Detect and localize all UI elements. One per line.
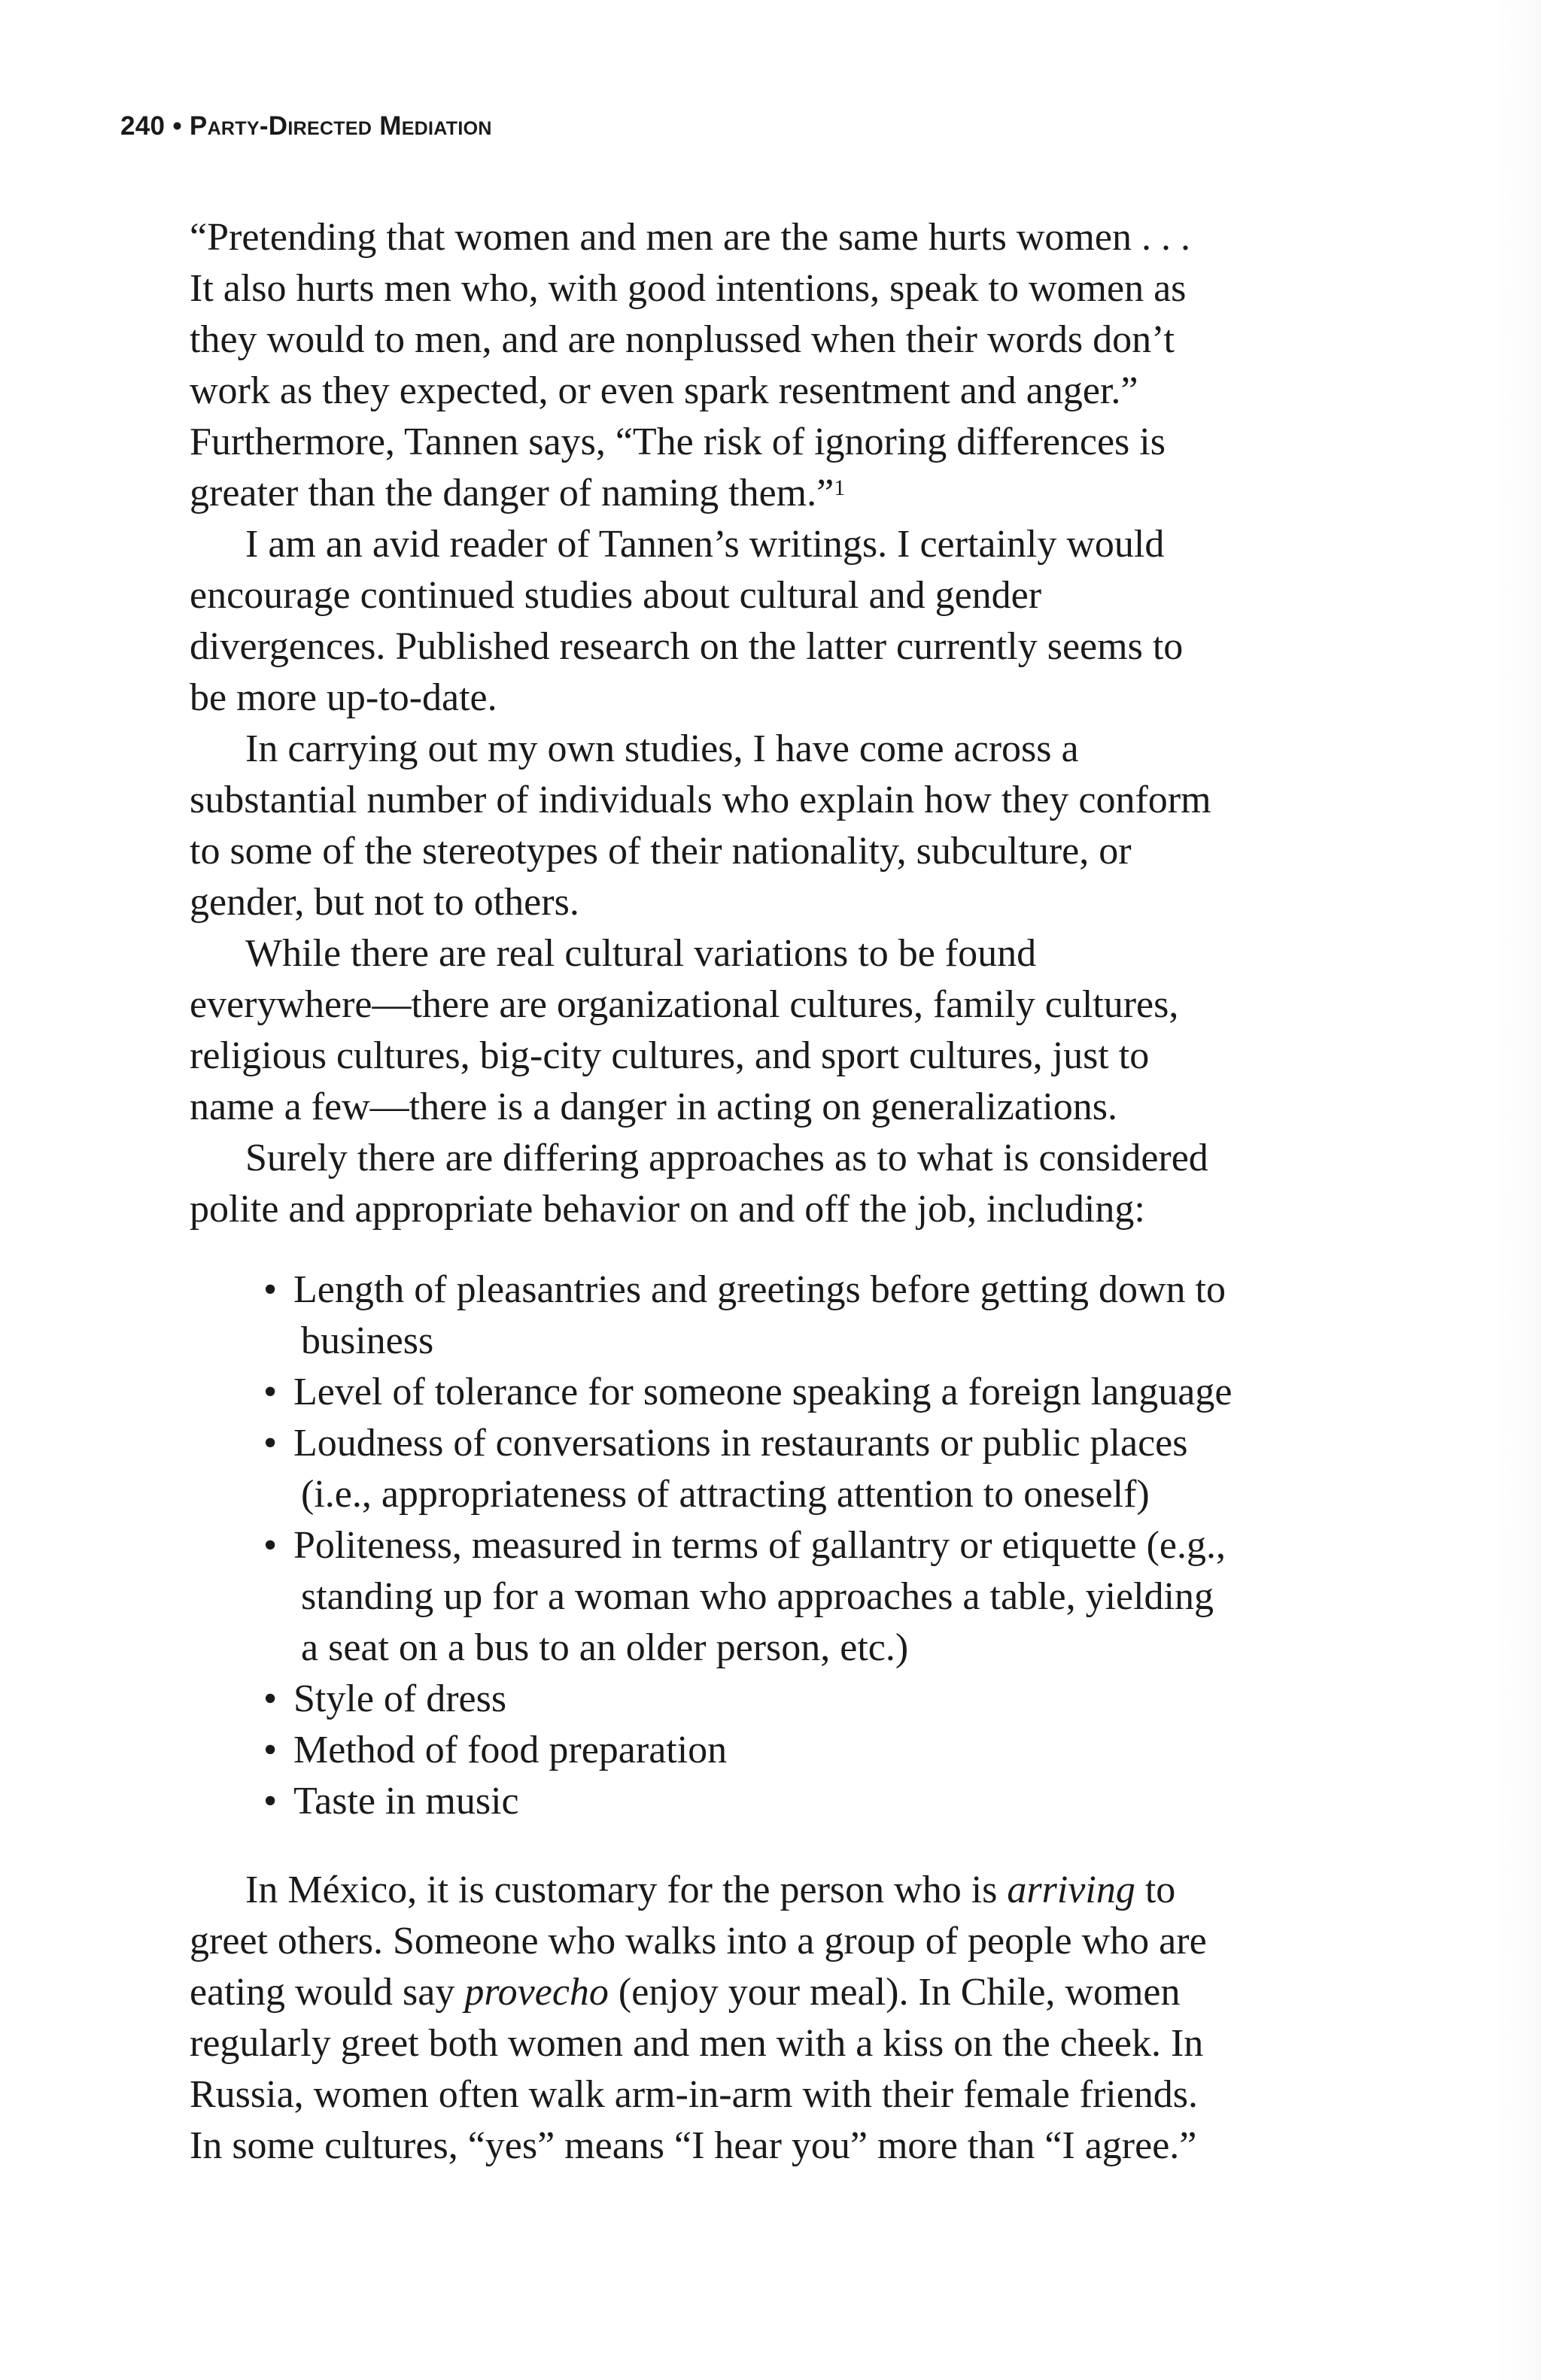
book-title-initial-3: M <box>379 111 402 141</box>
bullet-icon: • <box>263 1677 278 1720</box>
page-edge-shading <box>1496 0 1541 2380</box>
paragraph <box>190 519 1348 724</box>
list-item <box>263 1776 1354 1827</box>
list-item-line: business <box>301 1319 434 1362</box>
book-title-rest-1: arty- <box>207 111 269 141</box>
quote-paragraph <box>190 212 1348 519</box>
bullet-icon: • <box>263 1268 278 1311</box>
list-item-line: (i.e., appropriateness of attracting attention to oneself) <box>301 1473 1150 1516</box>
book-title-rest-3: ediation <box>401 111 492 141</box>
list-item-line: Loudness of conversations in restaurants or public places <box>293 1422 1188 1465</box>
list-item-line: Level of tolerance for someone speaking a foreign language <box>293 1371 1232 1413</box>
text-line: gender, but not to others. <box>190 881 579 924</box>
text-line: encourage continued studies about cultural and gender <box>190 574 1042 617</box>
bullet-list <box>263 1264 1354 1827</box>
paragraph <box>190 1133 1348 1235</box>
text-segment: to <box>1135 1868 1176 1911</box>
text-line <box>190 1865 1348 1916</box>
text-segment: In México, it is customary for the person who is <box>245 1868 1008 1911</box>
text-line: greet others. Someone who walks into a group of people who are <box>190 1920 1207 1963</box>
text-line: religious cultures, big-city cultures, and sport cultures, just to <box>190 1034 1150 1077</box>
list-item <box>263 1520 1354 1674</box>
text-line: “Pretending that women and men are the same hurts women . . . <box>190 216 1190 259</box>
text-line: work as they expected, or even spark resentment and anger.” <box>190 369 1138 412</box>
list-item-line: a seat on a bus to an older person, etc.) <box>301 1626 909 1669</box>
paragraph <box>190 928 1348 1133</box>
list-item-line: Taste in music <box>293 1780 519 1823</box>
italic-term: arriving <box>1007 1868 1135 1911</box>
book-title <box>190 111 492 141</box>
text-line: everywhere—there are organizational cultures, family cultures, <box>190 983 1179 1026</box>
list-item <box>263 1674 1354 1725</box>
bullet-icon: • <box>263 1524 278 1567</box>
text-line: While there are real cultural variations to be found <box>245 932 1037 975</box>
page-number: 240 <box>120 111 166 141</box>
text-line: Surely there are differing approaches as to what is considered <box>245 1137 1208 1179</box>
list-item-line: Length of pleasantries and greetings before getting down to <box>293 1268 1226 1311</box>
italic-term: provecho <box>464 1971 609 2014</box>
list-item <box>263 1418 1354 1520</box>
bullet-icon: • <box>263 1729 278 1771</box>
list-item <box>263 1725 1354 1776</box>
text-line-content: greater than the danger of naming them.” <box>190 472 834 515</box>
closing-paragraph <box>190 1865 1348 2172</box>
text-line: be more up-to-date. <box>190 676 497 719</box>
text-line: substantial number of individuals who explain how they conform <box>190 779 1211 821</box>
running-head <box>120 110 492 143</box>
book-title-rest-2: irected <box>287 111 380 141</box>
text-line <box>190 468 1348 519</box>
header-separator: • <box>172 111 182 141</box>
body-text-bottom <box>190 1865 1348 2172</box>
text-line: divergences. Published research on the latter currently seems to <box>190 625 1184 668</box>
text-line: regularly greet both women and men with a kiss on the cheek. In <box>190 2022 1204 2065</box>
text-line: It also hurts men who, with good intentions, speak to women as <box>190 267 1187 310</box>
text-line <box>190 1967 1348 2018</box>
text-line: to some of the stereotypes of their nationality, subculture, or <box>190 830 1132 873</box>
paragraph <box>190 724 1348 928</box>
text-line: polite and appropriate behavior on and off the job, including: <box>190 1188 1145 1231</box>
text-line: In carrying out my own studies, I have come across a <box>245 727 1079 770</box>
list-item <box>263 1367 1354 1418</box>
text-segment: (enjoy your meal). In Chile, women <box>608 1971 1181 2014</box>
list-item <box>263 1264 1354 1367</box>
footnote-marker: 1 <box>834 475 846 500</box>
text-line: In some cultures, “yes” means “I hear you” more than “I agree.” <box>190 2124 1197 2167</box>
text-line: I am an avid reader of Tannen’s writings. I certainly would <box>245 523 1165 566</box>
text-segment: eating would say <box>190 1971 465 2014</box>
list-item-line: Politeness, measured in terms of gallantry or etiquette (e.g., <box>293 1524 1226 1567</box>
list-item-line: standing up for a woman who approaches a table, yielding <box>301 1575 1214 1618</box>
bullet-icon: • <box>263 1371 278 1413</box>
bullet-icon: • <box>263 1422 278 1465</box>
bullet-icon: • <box>263 1780 278 1823</box>
text-line: Russia, women often walk arm-in-arm with their female friends. <box>190 2073 1199 2116</box>
body-text-top <box>190 212 1348 1235</box>
text-line: Furthermore, Tannen says, “The risk of ignoring differences is <box>190 420 1166 463</box>
book-title-initial-1: P <box>189 111 208 141</box>
book-title-initial-2: D <box>268 111 288 141</box>
text-line: they would to men, and are nonplussed when their words don’t <box>190 318 1175 361</box>
list-item-line: Method of food preparation <box>293 1729 728 1771</box>
text-line: name a few—there is a danger in acting on generalizations. <box>190 1085 1118 1128</box>
list-item-line: Style of dress <box>293 1677 507 1720</box>
